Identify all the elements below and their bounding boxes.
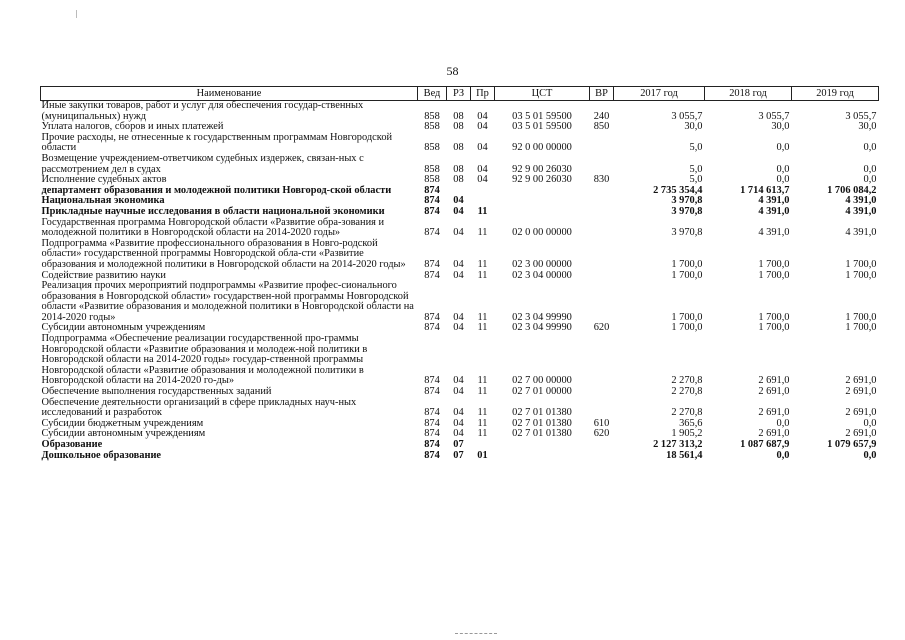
cell-name: Подпрограмма «Обеспечение реализации государственной про-граммы Новгородской области «Развитие образования и молодеж-ной политики в Новгородской области на 2014-2020 годы» государ-ственной программы Новгородской области «Развитие образования и молодежной политики в Новгородской области на 2014-2020 го-ды» — [41, 333, 368, 387]
table-row — [41, 451, 879, 462]
cell-2017: 1 700,0 — [671, 322, 703, 334]
cell-ved: 874 — [424, 428, 440, 440]
header-rz: РЗ — [447, 87, 471, 101]
cell-2018: 2 691,0 — [758, 386, 790, 398]
cell-rz: 04 — [453, 375, 464, 387]
cell-name: Прикладные научные исследования в области национальной экономики — [41, 205, 385, 217]
cell-ved: 874 — [424, 322, 440, 334]
cell-pr: 11 — [477, 311, 488, 323]
cell-vr — [590, 154, 614, 175]
cell-2019: 1 700,0 — [845, 311, 877, 323]
cell-ved: 874 — [424, 386, 440, 398]
cell-2019: 2 691,0 — [845, 407, 877, 419]
cell-rz: 08 — [453, 174, 464, 186]
cell-2018: 1 700,0 — [758, 258, 790, 270]
cell-vr — [590, 196, 614, 207]
scan-mark — [76, 10, 77, 18]
cell-cst: 02 7 01 00000 — [512, 386, 572, 398]
cell-2017: 2 127 313,2 — [653, 439, 703, 450]
cell-vr — [590, 133, 614, 154]
cell-ved: 874 — [424, 407, 440, 419]
cell-2018: 1 700,0 — [758, 311, 790, 323]
cell-vr: 830 — [593, 174, 610, 186]
cell-2019: 1 700,0 — [845, 322, 877, 334]
cell-rz: 08 — [453, 110, 464, 122]
cell-name: Исполнение судебных актов — [41, 174, 167, 186]
cell-name: Национальная экономика — [41, 195, 165, 207]
cell-2018: 2 691,0 — [758, 428, 790, 440]
cell-2017: 3 055,7 — [671, 110, 703, 122]
cell-2017: 2 270,8 — [671, 407, 703, 419]
cell-2018: 1 700,0 — [758, 322, 790, 334]
cell-ved: 874 — [424, 311, 440, 323]
cell-2018: 30,0 — [771, 121, 790, 133]
cell-name: Прочие расходы, не отнесенные к государственным программам Новгородской области — [41, 131, 393, 154]
header-2019: 2019 год — [792, 87, 879, 101]
cell-2019: 2 691,0 — [845, 428, 877, 440]
cell-2017: 2 735 354,4 — [653, 184, 703, 196]
cell-2017: 30,0 — [684, 121, 703, 133]
cell-cst: 92 0 00 00000 — [512, 142, 572, 154]
cell-vr — [590, 451, 614, 462]
header-cst: ЦСТ — [495, 87, 590, 101]
table-row — [41, 207, 879, 218]
cell-vr: 620 — [593, 322, 610, 334]
cell-2018: 3 055,7 — [758, 110, 790, 122]
cell-cst: 02 7 01 01380 — [512, 407, 572, 419]
cell-2018: 2 691,0 — [758, 407, 790, 419]
cell-2019: 0,0 — [863, 417, 877, 429]
cell-vr — [590, 398, 614, 419]
cell-pr: 11 — [477, 322, 488, 334]
cell-pr: 04 — [477, 174, 488, 186]
cell-vr — [590, 186, 614, 197]
cell-cst: 92 9 00 26030 — [512, 174, 572, 186]
cell-pr: 04 — [477, 121, 488, 133]
cell-2018: 0,0 — [776, 174, 790, 186]
cell-ved: 858 — [424, 121, 440, 133]
table-row — [41, 440, 879, 451]
cell-vr — [590, 271, 614, 282]
cell-pr — [471, 186, 495, 197]
table-row — [41, 101, 879, 123]
cell-pr: 11 — [477, 375, 488, 387]
cell-2017: 3 970,8 — [671, 195, 703, 207]
cell-vr — [590, 334, 614, 387]
cell-pr: 11 — [477, 428, 488, 440]
cell-2018: 0,0 — [776, 449, 790, 461]
header-vr: ВР — [590, 87, 614, 101]
cell-pr: 11 — [477, 258, 488, 270]
cell-name: Обеспечение деятельности организаций в сфере прикладных науч-ных исследований и разработок — [41, 396, 357, 419]
header-pr: Пр — [471, 87, 495, 101]
cell-pr: 04 — [477, 163, 488, 175]
table-row — [41, 398, 879, 419]
cell-cst: 02 3 04 99990 — [512, 322, 572, 334]
cell-rz: 08 — [453, 163, 464, 175]
cell-cst: 02 7 01 01380 — [512, 417, 572, 429]
cell-2019: 1 700,0 — [845, 269, 877, 281]
cell-rz: 04 — [453, 407, 464, 419]
cell-ved: 858 — [424, 142, 440, 154]
cell-2018: 4 391,0 — [758, 205, 790, 217]
cell-vr — [590, 440, 614, 451]
cell-pr: 11 — [477, 386, 488, 398]
cell-pr — [471, 440, 495, 451]
cell-cst: 02 7 00 00000 — [512, 375, 572, 387]
cell-2017: 3 970,8 — [671, 227, 703, 239]
cell-cst — [495, 196, 590, 207]
cell-rz: 04 — [453, 227, 464, 239]
cell-2017: 5,0 — [689, 163, 703, 175]
table-row — [41, 281, 879, 323]
cell-2017: 365,6 — [679, 417, 703, 429]
cell-ved: 874 — [424, 449, 440, 461]
header-ved: Вед — [418, 87, 447, 101]
cell-vr — [590, 218, 614, 239]
cell-2019: 1 700,0 — [845, 258, 877, 270]
cell-2019: 3 055,7 — [845, 110, 877, 122]
cell-ved: 874 — [424, 417, 440, 429]
cell-2017: 18 561,4 — [666, 449, 703, 461]
cell-ved: 858 — [424, 163, 440, 175]
cell-cst — [495, 207, 590, 218]
cell-cst: 03 5 01 59500 — [512, 121, 572, 133]
cell-rz: 04 — [453, 417, 464, 429]
cell-pr: 11 — [477, 205, 488, 217]
cell-2018: 1 087 687,9 — [740, 439, 790, 450]
cell-rz: 04 — [453, 322, 464, 334]
cell-name: Субсидии автономным учреждениям — [41, 322, 206, 334]
cell-2019: 4 391,0 — [845, 227, 877, 239]
cell-pr: 11 — [477, 407, 488, 419]
cell-name: Обеспечение выполнения государственных заданий — [41, 386, 272, 398]
cell-ved: 858 — [424, 110, 440, 122]
table-row — [41, 154, 879, 175]
header-2018: 2018 год — [705, 87, 792, 101]
cell-ved: 874 — [424, 439, 440, 450]
cell-rz: 04 — [453, 311, 464, 323]
cell-cst: 03 5 01 59500 — [512, 110, 572, 122]
cell-name: Дошкольное образование — [41, 449, 162, 461]
cell-name: Государственная программа Новгородской области «Развитие обра-зования и молодежной политики в Новгородской области на 2014-2020 годы» — [41, 216, 385, 239]
cell-name: Подпрограмма «Развитие профессионального образования в Новго-родской области» государственной программы Новгородской обла-сти «Развитие образования и молодежной политики в Новгородской области на 2014-2020 годы» — [41, 237, 406, 270]
cell-name: департамент образования и молодежной политики Новгород-ской области — [41, 184, 392, 196]
cell-2019: 4 391,0 — [845, 205, 877, 217]
cell-vr: 610 — [593, 417, 610, 429]
cell-2018: 0,0 — [776, 163, 790, 175]
budget-table — [40, 86, 879, 461]
cell-vr: 620 — [593, 428, 610, 440]
cell-rz: 07 — [453, 449, 464, 461]
cell-name: Возмещение учреждением-ответчиком судебных издержек, связан-ных с рассмотрением дел в судах — [41, 152, 364, 175]
cell-name: Реализация прочих мероприятий подпрограммы «Развитие профес-сионального образования в Новгородской области» государствен-ной программы Новгородской области «Развитие образования и молодежной политики в Новгородской области на 2014-2020 годы» — [41, 280, 414, 323]
cell-2018: 1 700,0 — [758, 269, 790, 281]
cell-vr: 850 — [593, 121, 610, 133]
scan-footer-mark — [455, 633, 497, 636]
table-row — [41, 133, 879, 154]
cell-cst — [495, 440, 590, 451]
cell-2018: 0,0 — [776, 417, 790, 429]
cell-name: Уплата налогов, сборов и иных платежей — [41, 121, 224, 133]
cell-vr — [590, 281, 614, 323]
cell-name: Субсидии автономным учреждениям — [41, 428, 206, 440]
cell-2017: 2 270,8 — [671, 375, 703, 387]
cell-2019: 0,0 — [863, 174, 877, 186]
cell-rz: 04 — [453, 269, 464, 281]
cell-ved: 874 — [424, 258, 440, 270]
cell-2019: 2 691,0 — [845, 386, 877, 398]
cell-cst: 92 9 00 26030 — [512, 163, 572, 175]
cell-rz: 04 — [453, 205, 464, 217]
cell-cst: 02 3 00 00000 — [512, 258, 572, 270]
header-name: Наименование — [41, 87, 418, 101]
cell-name: Содействие развитию науки — [41, 269, 166, 281]
cell-2019: 0,0 — [863, 142, 877, 154]
cell-ved: 874 — [424, 375, 440, 387]
cell-2018: 0,0 — [776, 142, 790, 154]
cell-2017: 3 970,8 — [671, 205, 703, 217]
header-2017: 2017 год — [614, 87, 705, 101]
cell-2017: 1 905,2 — [671, 428, 703, 440]
page-number: 58 — [446, 64, 459, 78]
cell-vr — [590, 207, 614, 218]
cell-vr — [590, 239, 614, 271]
cell-2019: 2 691,0 — [845, 375, 877, 387]
cell-ved: 874 — [424, 195, 440, 207]
cell-2018: 4 391,0 — [758, 195, 790, 207]
cell-rz: 04 — [453, 258, 464, 270]
cell-name: Субсидии бюджетным учреждениям — [41, 417, 204, 429]
cell-2017: 1 700,0 — [671, 311, 703, 323]
cell-rz: 04 — [453, 386, 464, 398]
cell-cst: 02 7 01 01380 — [512, 428, 572, 440]
cell-rz: 08 — [453, 142, 464, 154]
cell-2018: 4 391,0 — [758, 227, 790, 239]
cell-cst — [495, 186, 590, 197]
table-row — [41, 334, 879, 387]
cell-2017: 1 700,0 — [671, 258, 703, 270]
cell-2019: 0,0 — [863, 163, 877, 175]
cell-2018: 2 691,0 — [758, 375, 790, 387]
cell-2019: 1 079 657,9 — [827, 439, 877, 450]
cell-2019: 4 391,0 — [845, 195, 877, 207]
cell-2019: 0,0 — [863, 449, 877, 461]
cell-2018: 1 714 613,7 — [740, 184, 790, 196]
cell-ved: 874 — [424, 227, 440, 239]
cell-pr: 11 — [477, 269, 488, 281]
cell-ved: 874 — [424, 184, 440, 196]
cell-rz: 08 — [453, 121, 464, 133]
cell-2017: 2 270,8 — [671, 386, 703, 398]
cell-rz: 04 — [453, 428, 464, 440]
cell-pr: 11 — [477, 417, 488, 429]
cell-vr — [590, 387, 614, 398]
cell-pr: 04 — [477, 142, 488, 154]
table-body — [41, 101, 879, 462]
cell-ved: 874 — [424, 269, 440, 281]
cell-vr: 240 — [593, 110, 610, 122]
cell-2017: 5,0 — [689, 174, 703, 186]
cell-pr: 04 — [477, 110, 488, 122]
cell-cst — [495, 451, 590, 462]
table-row — [41, 218, 879, 239]
cell-2019: 30,0 — [858, 121, 877, 133]
cell-name: Иные закупки товаров, работ и услуг для обеспечения государ-ственных (муниципальных) нужд — [41, 100, 364, 122]
cell-rz: 04 — [453, 195, 464, 207]
cell-2017: 1 700,0 — [671, 269, 703, 281]
cell-ved: 858 — [424, 174, 440, 186]
cell-name: Образование — [41, 439, 103, 450]
cell-cst: 02 3 04 00000 — [512, 269, 572, 281]
cell-ved: 874 — [424, 205, 440, 217]
cell-cst: 02 3 04 99990 — [512, 311, 572, 323]
table-header-row — [41, 87, 879, 101]
cell-cst: 02 0 00 00000 — [512, 227, 572, 239]
cell-rz: 07 — [453, 439, 464, 450]
cell-2017: 5,0 — [689, 142, 703, 154]
cell-2019: 1 706 084,2 — [827, 184, 877, 196]
cell-pr: 01 — [477, 449, 488, 461]
cell-pr: 11 — [477, 227, 488, 239]
table-row — [41, 239, 879, 271]
